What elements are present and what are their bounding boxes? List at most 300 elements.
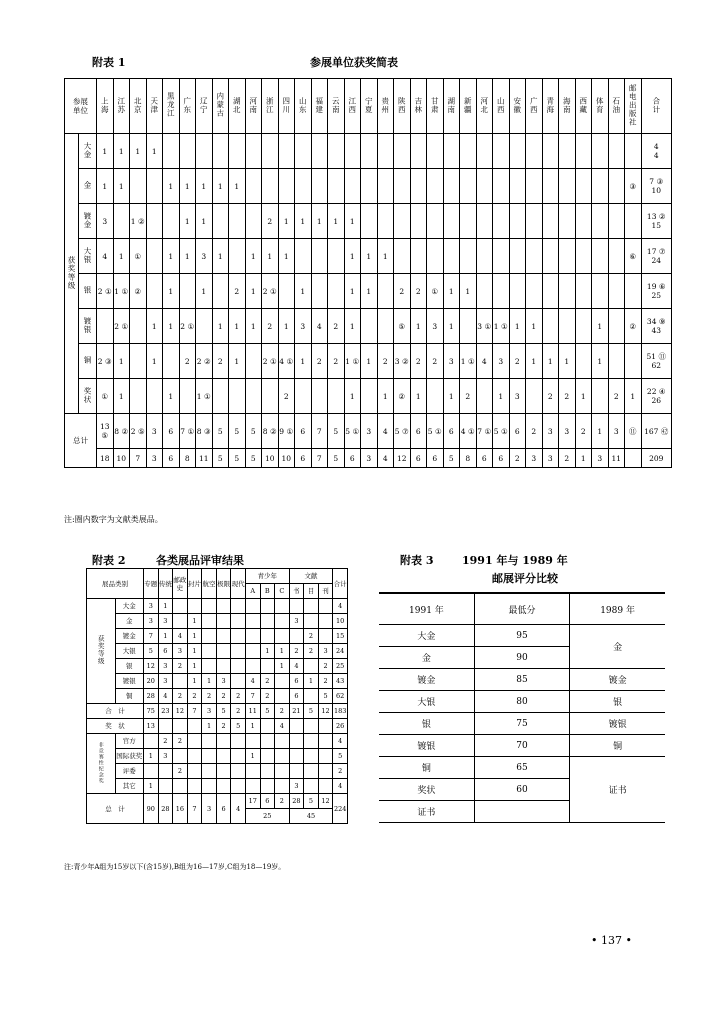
count-cell: ② bbox=[394, 379, 411, 414]
total-cell: 5 bbox=[328, 414, 345, 449]
value-cell: 12 bbox=[173, 704, 188, 719]
count-cell: 2 ① bbox=[262, 344, 279, 379]
count-cell bbox=[526, 274, 543, 309]
total-cell: 4 bbox=[377, 449, 394, 468]
count-cell bbox=[377, 274, 394, 309]
count-cell: 1 bbox=[196, 274, 213, 309]
value-cell: 2 bbox=[304, 629, 319, 644]
value-cell bbox=[245, 779, 260, 794]
count-cell: 1 bbox=[592, 344, 609, 379]
value-cell bbox=[231, 659, 246, 674]
count-cell bbox=[328, 239, 345, 274]
special-name: 评委 bbox=[115, 764, 144, 779]
total-cell: 5 bbox=[443, 449, 460, 468]
count-cell bbox=[542, 134, 559, 169]
award-row bbox=[65, 274, 672, 309]
min-score bbox=[474, 801, 569, 823]
value-cell bbox=[318, 734, 333, 749]
value-cell bbox=[158, 779, 173, 794]
count-cell: 1 bbox=[377, 379, 394, 414]
value-cell bbox=[245, 659, 260, 674]
special-name: 国际获奖 bbox=[115, 749, 144, 764]
total-cell: 8 ② bbox=[262, 414, 279, 449]
count-cell: 1 bbox=[361, 274, 378, 309]
level-1989: 镀金 bbox=[570, 669, 665, 691]
value-cell bbox=[318, 764, 333, 779]
value-cell: 5 bbox=[231, 719, 246, 734]
total-cell: 8 bbox=[179, 449, 196, 468]
total-cell: 2 bbox=[559, 449, 576, 468]
count-cell bbox=[476, 204, 493, 239]
value-cell: 28 bbox=[158, 794, 173, 824]
value-cell: 7 bbox=[187, 704, 202, 719]
unit-header: 广东 bbox=[179, 79, 196, 134]
count-cell bbox=[542, 274, 559, 309]
count-cell bbox=[509, 274, 526, 309]
value-cell bbox=[231, 734, 246, 749]
value-cell: 1 bbox=[158, 599, 173, 614]
count-cell bbox=[476, 379, 493, 414]
count-cell: 1 bbox=[113, 239, 130, 274]
count-cell: 1 bbox=[146, 344, 163, 379]
level-1991: 大金 bbox=[379, 625, 474, 647]
value-cell bbox=[260, 614, 275, 629]
level-1989: 证书 bbox=[570, 757, 665, 823]
value-cell: 2 bbox=[231, 689, 246, 704]
count-cell bbox=[410, 239, 427, 274]
value-cell bbox=[245, 734, 260, 749]
count-cell bbox=[245, 379, 262, 414]
comparison-row bbox=[379, 669, 665, 691]
count-cell: 1 bbox=[245, 309, 262, 344]
count-cell bbox=[460, 169, 477, 204]
unit-header: 山西 bbox=[493, 79, 510, 134]
value-cell bbox=[245, 629, 260, 644]
total-cell: 6 bbox=[509, 414, 526, 449]
count-cell: 3 bbox=[295, 309, 312, 344]
count-cell bbox=[526, 379, 543, 414]
count-cell: 1 bbox=[212, 309, 229, 344]
value-cell bbox=[216, 659, 231, 674]
total-cell: 3 bbox=[146, 414, 163, 449]
count-cell: 1 ① bbox=[113, 274, 130, 309]
count-cell: 3 bbox=[97, 204, 114, 239]
count-cell bbox=[361, 169, 378, 204]
class-header: 极限 bbox=[216, 569, 231, 599]
subclass-header: 书 bbox=[289, 584, 304, 599]
value-cell bbox=[173, 599, 188, 614]
total-cell: 5 ① bbox=[344, 414, 361, 449]
value-cell bbox=[260, 749, 275, 764]
total-cell: 3 bbox=[361, 414, 378, 449]
total-cell: 5 ① bbox=[493, 414, 510, 449]
count-cell bbox=[163, 344, 180, 379]
value-cell: 224 bbox=[333, 794, 348, 824]
score-comparison-table bbox=[379, 592, 665, 823]
count-cell: 1 bbox=[295, 204, 312, 239]
value-cell bbox=[318, 629, 333, 644]
category-row bbox=[87, 629, 348, 644]
count-cell: 3 bbox=[427, 309, 444, 344]
value-cell bbox=[289, 764, 304, 779]
value-cell bbox=[202, 779, 217, 794]
value-cell: 3 bbox=[144, 614, 159, 629]
total-cell: 2 bbox=[509, 449, 526, 468]
total-cell: 5 bbox=[212, 414, 229, 449]
value-cell bbox=[275, 689, 290, 704]
count-cell: 1 bbox=[625, 379, 642, 414]
unit-header: 新疆 bbox=[460, 79, 477, 134]
count-cell bbox=[608, 169, 625, 204]
level-name: 铜 bbox=[115, 689, 144, 704]
count-cell: 1 bbox=[361, 239, 378, 274]
count-cell bbox=[146, 274, 163, 309]
count-cell bbox=[592, 204, 609, 239]
count-cell bbox=[443, 204, 460, 239]
count-cell bbox=[394, 239, 411, 274]
value-cell bbox=[202, 599, 217, 614]
unit-header: 福建 bbox=[311, 79, 328, 134]
count-cell bbox=[608, 309, 625, 344]
value-cell bbox=[304, 764, 319, 779]
count-cell: 1 bbox=[344, 309, 361, 344]
value-cell: 20 bbox=[144, 674, 159, 689]
value-cell bbox=[231, 764, 246, 779]
count-cell bbox=[163, 204, 180, 239]
award-group-label: 获奖等级 bbox=[65, 134, 79, 414]
count-cell bbox=[130, 309, 147, 344]
value-cell bbox=[231, 674, 246, 689]
value-cell: 5 bbox=[304, 794, 319, 809]
total-cell: 4 bbox=[377, 414, 394, 449]
value-cell bbox=[187, 749, 202, 764]
total-cell: 3 bbox=[542, 414, 559, 449]
value-cell: 3 bbox=[202, 794, 217, 824]
count-cell: 1 bbox=[493, 379, 510, 414]
count-cell: 1 bbox=[410, 309, 427, 344]
count-cell: 1 bbox=[113, 169, 130, 204]
count-cell bbox=[311, 239, 328, 274]
unit-header: 内蒙古 bbox=[212, 79, 229, 134]
count-cell bbox=[295, 379, 312, 414]
value-cell: 6 bbox=[260, 794, 275, 809]
count-cell bbox=[592, 169, 609, 204]
count-cell bbox=[575, 239, 592, 274]
count-cell: 2 bbox=[410, 274, 427, 309]
count-cell bbox=[311, 274, 328, 309]
grand-total-row bbox=[87, 794, 348, 809]
value-cell bbox=[289, 734, 304, 749]
count-cell: 2 bbox=[262, 204, 279, 239]
total-cell: 6 bbox=[410, 449, 427, 468]
unit-header: 贵州 bbox=[377, 79, 394, 134]
total-cell: 5 ⑦ bbox=[394, 414, 411, 449]
value-cell: 2 bbox=[275, 794, 290, 809]
min-score: 85 bbox=[474, 669, 569, 691]
count-cell bbox=[361, 379, 378, 414]
value-cell bbox=[275, 614, 290, 629]
count-cell bbox=[476, 169, 493, 204]
award-group-label: 获奖等级 bbox=[87, 599, 116, 704]
count-cell bbox=[328, 379, 345, 414]
count-cell: 1 bbox=[542, 344, 559, 379]
count-cell: 2 bbox=[328, 309, 345, 344]
count-cell bbox=[509, 134, 526, 169]
count-cell: 1 bbox=[113, 344, 130, 379]
count-cell bbox=[542, 309, 559, 344]
value-cell: 6 bbox=[158, 644, 173, 659]
value-cell: 2 bbox=[173, 764, 188, 779]
count-cell bbox=[509, 169, 526, 204]
count-cell bbox=[608, 134, 625, 169]
count-cell bbox=[196, 134, 213, 169]
value-cell: 15 bbox=[333, 629, 348, 644]
value-cell bbox=[173, 719, 188, 734]
min-score: 90 bbox=[474, 647, 569, 669]
count-cell: ① bbox=[427, 274, 444, 309]
total-cell: 10 bbox=[278, 449, 295, 468]
value-cell bbox=[173, 674, 188, 689]
comparison-row bbox=[379, 691, 665, 713]
count-cell: 3 bbox=[509, 379, 526, 414]
level-name: 大银 bbox=[115, 644, 144, 659]
count-cell: 2 bbox=[328, 344, 345, 379]
value-cell bbox=[158, 764, 173, 779]
total-cell: 6 bbox=[443, 414, 460, 449]
unit-header: 江西 bbox=[344, 79, 361, 134]
value-cell: 183 bbox=[333, 704, 348, 719]
count-cell bbox=[212, 134, 229, 169]
value-cell: 1 bbox=[304, 674, 319, 689]
value-cell bbox=[260, 779, 275, 794]
award-level: 金 bbox=[79, 169, 97, 204]
category-header: 展品类别 bbox=[87, 569, 144, 599]
award-level: 银 bbox=[79, 274, 97, 309]
count-cell bbox=[146, 239, 163, 274]
level-1991: 银 bbox=[379, 713, 474, 735]
count-cell bbox=[526, 239, 543, 274]
count-cell: 1 ① bbox=[493, 309, 510, 344]
value-cell: 6 bbox=[216, 794, 231, 824]
row-total: 34 ⑨ 43 bbox=[641, 309, 672, 344]
count-cell bbox=[608, 274, 625, 309]
total-cell: 1 bbox=[592, 414, 609, 449]
total-cell: 3 bbox=[608, 414, 625, 449]
count-cell bbox=[394, 169, 411, 204]
count-cell: 1 bbox=[130, 134, 147, 169]
level-1989: 银 bbox=[570, 691, 665, 713]
count-cell bbox=[460, 204, 477, 239]
level-name: 镀金 bbox=[115, 629, 144, 644]
count-cell: 2 bbox=[212, 344, 229, 379]
count-cell: 2 bbox=[410, 344, 427, 379]
value-cell bbox=[318, 749, 333, 764]
value-cell: 2 bbox=[333, 764, 348, 779]
count-cell: 1 bbox=[377, 239, 394, 274]
count-cell bbox=[130, 379, 147, 414]
value-cell bbox=[173, 614, 188, 629]
award-row bbox=[65, 239, 672, 274]
award-level: 奖状 bbox=[79, 379, 97, 414]
value-cell bbox=[304, 719, 319, 734]
special-name: 其它 bbox=[115, 779, 144, 794]
table1-corner bbox=[65, 79, 97, 134]
unit-header: 石油 bbox=[608, 79, 625, 134]
count-cell bbox=[427, 379, 444, 414]
value-cell: 5 bbox=[318, 689, 333, 704]
count-cell bbox=[146, 169, 163, 204]
count-cell: 1 bbox=[245, 239, 262, 274]
total-cell: 8 ② bbox=[113, 414, 130, 449]
value-cell: 3 bbox=[289, 779, 304, 794]
count-cell: 1 bbox=[229, 309, 246, 344]
value-cell: 1 bbox=[260, 644, 275, 659]
unit-header: 海南 bbox=[559, 79, 576, 134]
unit-header: 山东 bbox=[295, 79, 312, 134]
count-cell: 3 ② bbox=[394, 344, 411, 379]
value-cell bbox=[187, 779, 202, 794]
youth-sum: 25 bbox=[245, 809, 289, 824]
value-cell: 28 bbox=[289, 794, 304, 809]
youth-group-header: 青少年 bbox=[245, 569, 289, 584]
count-cell bbox=[212, 379, 229, 414]
count-cell bbox=[146, 204, 163, 239]
value-cell: 26 bbox=[333, 719, 348, 734]
count-cell bbox=[212, 204, 229, 239]
value-cell: 12 bbox=[318, 794, 333, 809]
total-cell: 8 ③ bbox=[196, 414, 213, 449]
page-number: • 137 • bbox=[591, 934, 632, 947]
special-award-row bbox=[87, 734, 348, 749]
award-level: 镀银 bbox=[79, 309, 97, 344]
award-row bbox=[65, 134, 672, 169]
count-cell bbox=[526, 204, 543, 239]
count-cell bbox=[311, 134, 328, 169]
value-cell bbox=[245, 599, 260, 614]
count-cell: 2 bbox=[179, 344, 196, 379]
total-cell: 209 bbox=[641, 449, 672, 468]
total-cell: 7 bbox=[130, 449, 147, 468]
value-cell: 4 bbox=[158, 689, 173, 704]
comparison-row bbox=[379, 713, 665, 735]
table3-label: 附表 3 bbox=[400, 554, 434, 567]
value-cell bbox=[187, 719, 202, 734]
count-cell bbox=[493, 169, 510, 204]
count-cell: 1 bbox=[443, 309, 460, 344]
count-cell bbox=[575, 169, 592, 204]
count-cell: 1 ① bbox=[344, 344, 361, 379]
value-cell bbox=[304, 749, 319, 764]
level-1991: 证书 bbox=[379, 801, 474, 823]
count-cell bbox=[625, 274, 642, 309]
award-row bbox=[65, 344, 672, 379]
grand-total-row-2 bbox=[65, 449, 672, 468]
certificate-label: 奖 状 bbox=[87, 719, 144, 734]
unit-header: 广西 bbox=[526, 79, 543, 134]
count-cell bbox=[526, 169, 543, 204]
total-cell: 3 bbox=[542, 449, 559, 468]
value-cell bbox=[304, 779, 319, 794]
corner-bottom: 单位 bbox=[73, 106, 88, 115]
value-cell: 2 bbox=[318, 659, 333, 674]
total-cell: 6 bbox=[163, 414, 180, 449]
comparison-row bbox=[379, 757, 665, 779]
count-cell bbox=[559, 239, 576, 274]
count-cell bbox=[262, 169, 279, 204]
value-cell bbox=[289, 749, 304, 764]
count-cell: 1 bbox=[163, 239, 180, 274]
count-cell bbox=[97, 309, 114, 344]
count-cell bbox=[443, 169, 460, 204]
value-cell: 4 bbox=[231, 794, 246, 824]
level-1989: 铜 bbox=[570, 735, 665, 757]
value-cell bbox=[304, 734, 319, 749]
count-cell bbox=[212, 274, 229, 309]
value-cell: 2 bbox=[173, 734, 188, 749]
value-cell: 1 bbox=[187, 659, 202, 674]
count-cell: ① bbox=[130, 239, 147, 274]
count-cell bbox=[608, 204, 625, 239]
count-cell bbox=[443, 134, 460, 169]
unit-header: 安徽 bbox=[509, 79, 526, 134]
count-cell: 1 bbox=[179, 204, 196, 239]
special-award-row bbox=[87, 779, 348, 794]
class-header: 专题 bbox=[144, 569, 159, 599]
table2-title: 各类展品评审结果 bbox=[156, 554, 244, 567]
comparison-row bbox=[379, 735, 665, 757]
count-cell: 2 bbox=[311, 344, 328, 379]
value-cell bbox=[216, 749, 231, 764]
count-cell: 2 ① bbox=[113, 309, 130, 344]
count-cell: 1 bbox=[163, 274, 180, 309]
value-cell: 5 bbox=[333, 749, 348, 764]
count-cell bbox=[592, 379, 609, 414]
total-cell: 5 bbox=[328, 449, 345, 468]
value-cell: 4 bbox=[275, 719, 290, 734]
count-cell: 4 bbox=[311, 309, 328, 344]
count-cell bbox=[328, 274, 345, 309]
award-level: 铜 bbox=[79, 344, 97, 379]
total-cell: 5 ① bbox=[427, 414, 444, 449]
count-cell bbox=[559, 274, 576, 309]
count-cell: 2 bbox=[559, 379, 576, 414]
count-cell bbox=[625, 204, 642, 239]
count-cell: 4 bbox=[97, 239, 114, 274]
unit-header: 宁夏 bbox=[361, 79, 378, 134]
min-score: 80 bbox=[474, 691, 569, 713]
value-cell: 12 bbox=[144, 659, 159, 674]
unit-header: 体育 bbox=[592, 79, 609, 134]
value-cell: 1 bbox=[187, 629, 202, 644]
value-cell: 1 bbox=[158, 629, 173, 644]
level-1991: 奖状 bbox=[379, 779, 474, 801]
count-cell: 1 ② bbox=[130, 204, 147, 239]
count-cell: 1 bbox=[295, 344, 312, 379]
count-cell: 1 bbox=[509, 309, 526, 344]
count-cell: 2 ① bbox=[262, 274, 279, 309]
count-cell: 2 bbox=[278, 379, 295, 414]
level-1989: 镀银 bbox=[570, 713, 665, 735]
class-header: 封片 bbox=[187, 569, 202, 599]
class-header: 现代 bbox=[231, 569, 246, 599]
count-cell: 1 bbox=[460, 274, 477, 309]
count-cell bbox=[311, 379, 328, 414]
value-cell bbox=[216, 644, 231, 659]
unit-header: 西藏 bbox=[575, 79, 592, 134]
count-cell bbox=[493, 134, 510, 169]
value-cell bbox=[144, 734, 159, 749]
value-cell bbox=[304, 599, 319, 614]
